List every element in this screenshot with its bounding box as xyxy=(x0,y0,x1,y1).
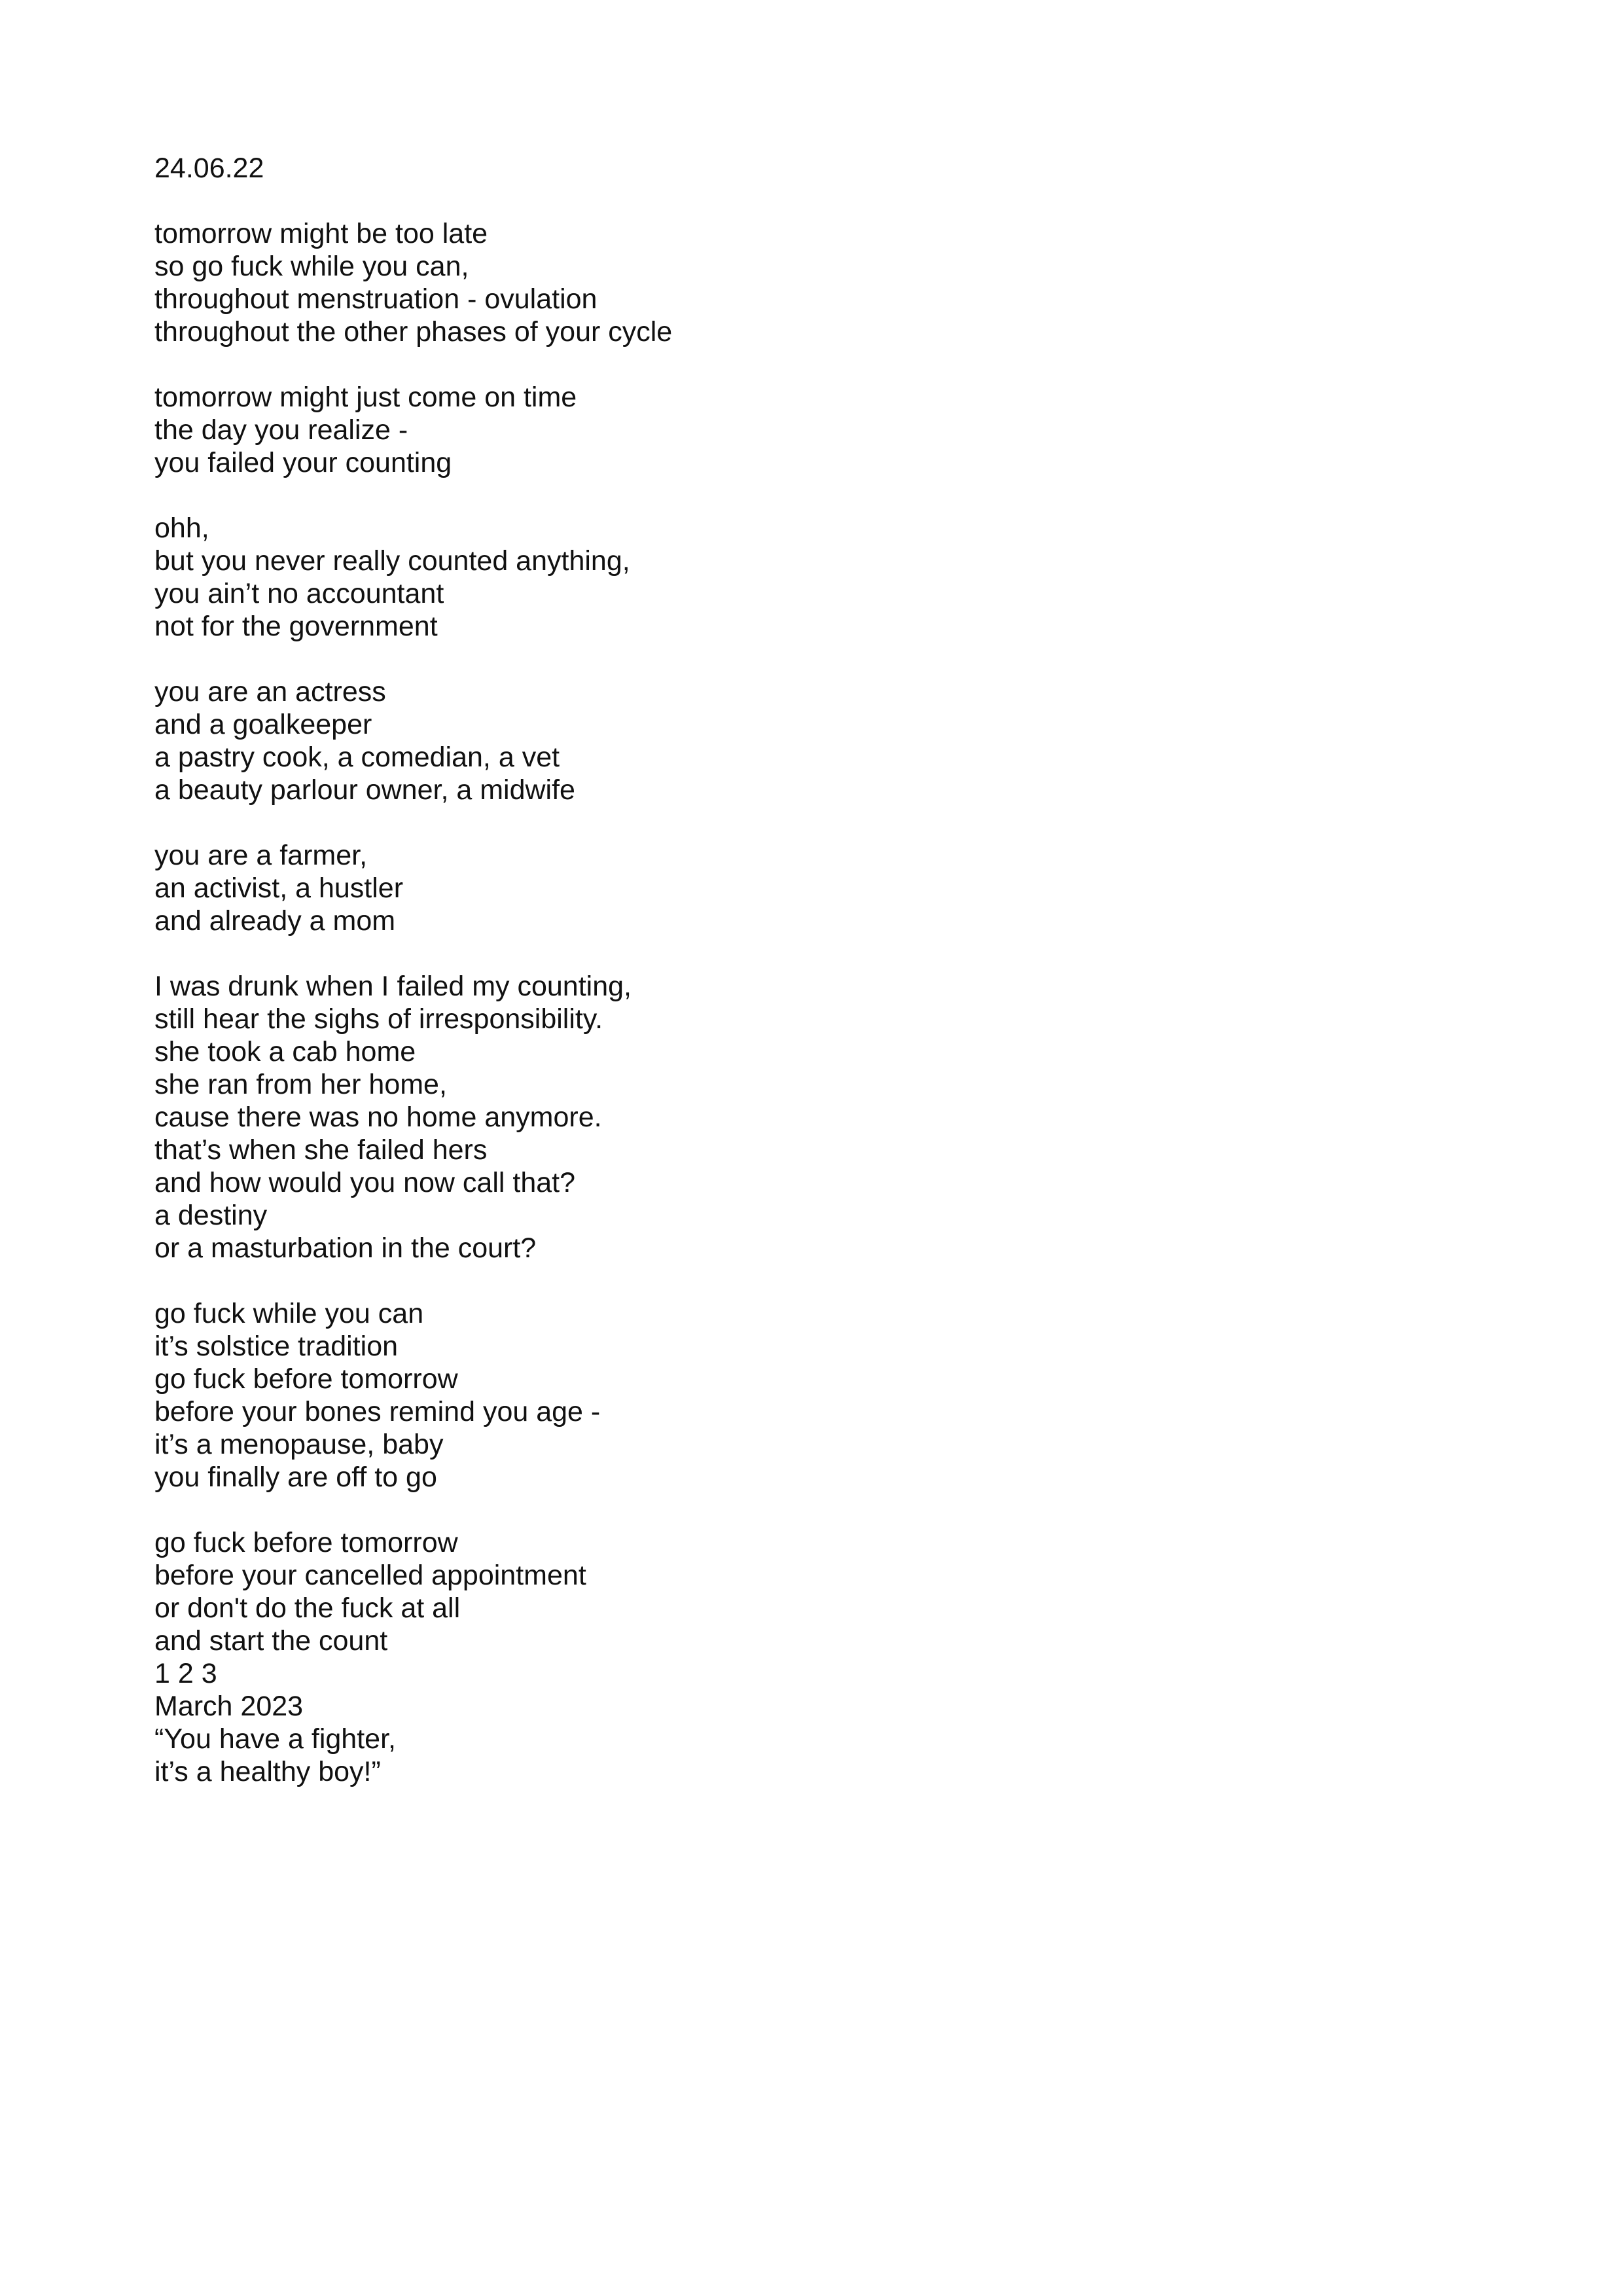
poem-line: it’s a healthy boy!” xyxy=(154,1756,381,1787)
poem-line: and how would you now call that? xyxy=(154,1167,576,1198)
poem-line: the day you realize - xyxy=(154,414,408,446)
poem-line: go fuck while you can xyxy=(154,1298,424,1329)
poem-line: she ran from her home, xyxy=(154,1069,447,1100)
poem-body xyxy=(154,152,1463,1788)
poem-line: a beauty parlour owner, a midwife xyxy=(154,774,575,806)
poem-line: tomorrow might be too late xyxy=(154,218,488,249)
poem-line: go fuck before tomorrow xyxy=(154,1363,458,1395)
stanza-1 xyxy=(154,217,1463,348)
poem-line: you are an actress xyxy=(154,676,386,708)
poem-line: March 2023 xyxy=(154,1691,304,1722)
poem-line: throughout the other phases of your cycle xyxy=(154,316,673,348)
poem-line: or a masturbation in the court? xyxy=(154,1232,537,1264)
poem-line: that’s when she failed hers xyxy=(154,1134,488,1166)
poem-line: cause there was no home anymore. xyxy=(154,1102,602,1133)
poem-line: a destiny xyxy=(154,1200,268,1231)
poem-line: so go fuck while you can, xyxy=(154,251,469,282)
poem-line: and a goalkeeper xyxy=(154,709,372,740)
poem-line: you ain’t no accountant xyxy=(154,578,444,609)
stanza-3 xyxy=(154,512,1463,643)
poem-line: before your bones remind you age - xyxy=(154,1396,601,1427)
poem-line: throughout menstruation - ovulation xyxy=(154,283,597,315)
poem-line: you finally are off to go xyxy=(154,1462,437,1493)
poem-line: before your cancelled appointment xyxy=(154,1560,586,1591)
poem-line: you are a farmer, xyxy=(154,840,368,871)
poem-date: 24.06.22 xyxy=(154,152,264,184)
poem-line: a pastry cook, a comedian, a vet xyxy=(154,742,560,773)
poem-line: it’s solstice tradition xyxy=(154,1331,399,1362)
poem-line: ohh, xyxy=(154,512,209,544)
poem-line: she took a cab home xyxy=(154,1036,416,1067)
poem-line: 1 2 3 xyxy=(154,1658,217,1689)
poem-line: “You have a fighter, xyxy=(154,1723,396,1755)
stanza-2 xyxy=(154,381,1463,479)
poem-line: go fuck before tomorrow xyxy=(154,1527,458,1558)
poem-line: I was drunk when I failed my counting, xyxy=(154,971,632,1002)
poem-line: tomorrow might just come on time xyxy=(154,382,577,413)
poem-line: you failed your counting xyxy=(154,447,452,478)
poem-line: still hear the sighs of irresponsibility. xyxy=(154,1003,603,1035)
stanza-5 xyxy=(154,839,1463,937)
poem-line: not for the government xyxy=(154,611,438,642)
poem-line: but you never really counted anything, xyxy=(154,545,630,577)
stanza-8 xyxy=(154,1526,1463,1788)
poem-line: it’s a menopause, baby xyxy=(154,1429,444,1460)
stanza-6 xyxy=(154,970,1463,1265)
stanza-4 xyxy=(154,675,1463,806)
stanza-7 xyxy=(154,1297,1463,1494)
poem-line: and start the count xyxy=(154,1625,388,1657)
poem-line: an activist, a hustler xyxy=(154,872,404,904)
poem-line: and already a mom xyxy=(154,905,396,937)
poem-line: or don't do the fuck at all xyxy=(154,1592,461,1624)
